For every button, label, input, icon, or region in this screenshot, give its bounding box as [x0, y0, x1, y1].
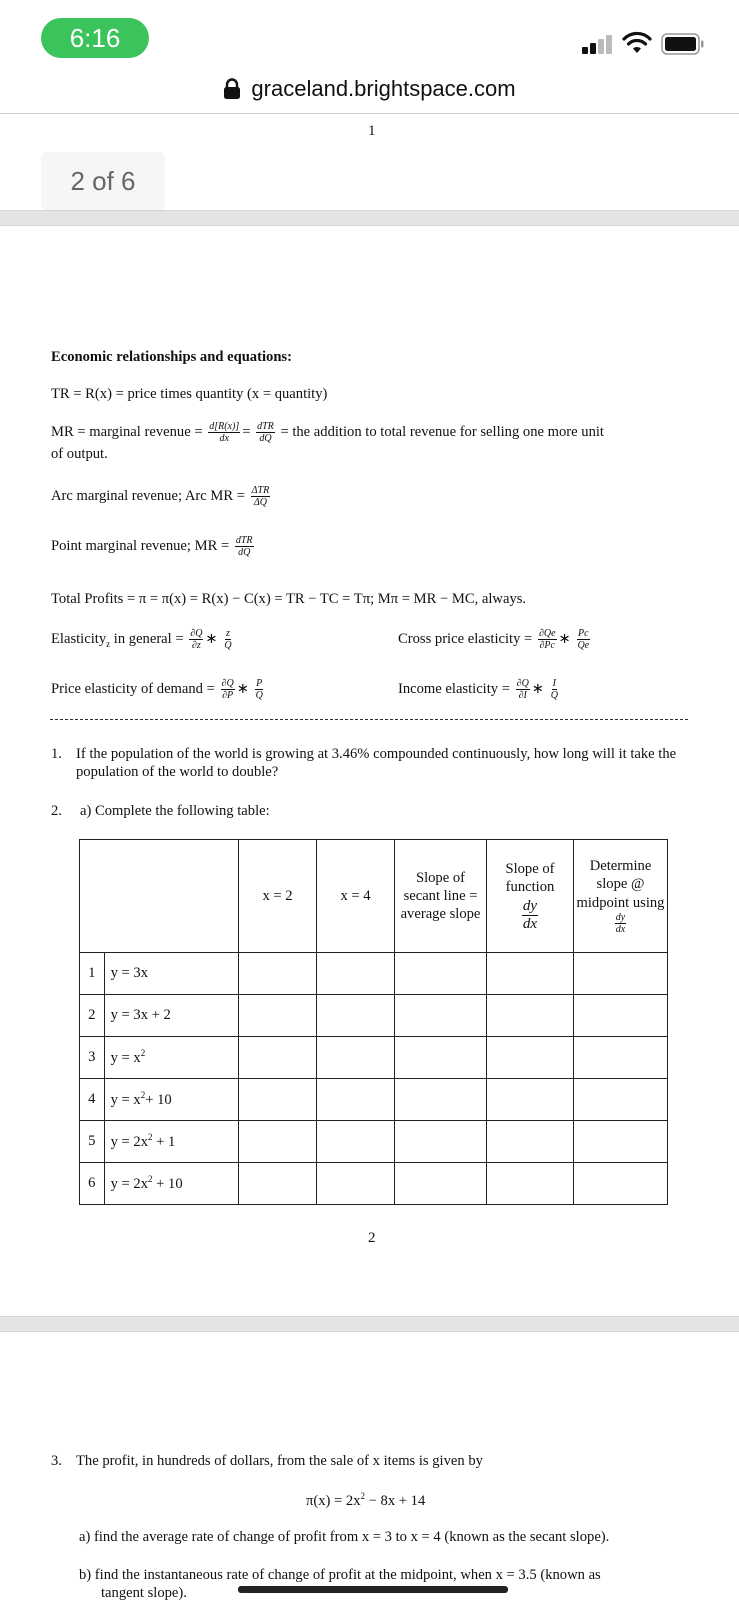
lock-icon — [223, 78, 241, 100]
table-header-row — [80, 840, 668, 953]
header-function-slope: Slope of function $\frac{dy}{dx}$ — [487, 840, 574, 953]
table-row: 5 $y = 2x^2 + 1$ — [80, 1121, 668, 1163]
question-2-number: 2. — [51, 803, 62, 819]
elasticity-general: Elasticity$_z$ in general = $\frac{\partial Q}{\partial z}$ ∗ $\frac{z}{Q}$ — [51, 628, 232, 651]
question-3b: b) find the instantaneous rate of change of profit at the midpoint, when x = 3.5 (known as — [79, 1567, 601, 1583]
header-midpoint-slope: Determine slope @ midpoint using $\frac{dy}{dx}$ — [574, 840, 668, 953]
question-3b-cont: tangent slope). — [101, 1585, 187, 1600]
mr-definition-cont: of output. — [51, 446, 108, 462]
equations-heading: Economic relationships and equations: — [51, 349, 292, 365]
question-1-number: 1. — [51, 746, 62, 762]
page-separator — [0, 210, 739, 226]
question-3-text: The profit, in hundreds of dollars, from the sale of x items is given by — [76, 1453, 483, 1469]
point-mr-definition: Point marginal revenue; MR = $\frac{\text{dTR}}{dQ}$ — [51, 535, 253, 558]
header-x2: x = 2 — [239, 840, 317, 953]
address-bar[interactable] — [0, 66, 739, 114]
page-indicator: 2 of 6 — [41, 152, 165, 210]
table-row: 1 y = 3x — [80, 953, 668, 995]
price-elasticity: Price elasticity of demand = $\frac{\partial Q}{\partial P}$ ∗ $\frac{P}{Q}$ — [51, 678, 263, 701]
question-1-text: If the population of the world is growing at 3.46% compounded continuously, how long will it take the population of the world to double? — [76, 746, 677, 781]
section-divider — [50, 719, 688, 720]
mr-definition: MR = marginal revenue = $\frac{d[R(x)]}{dx}$ = $\frac{\text{dTR}}{dQ}$ = the addition to total revenue for selling one more unit — [51, 421, 604, 444]
page-1-number: 1 — [368, 123, 376, 139]
status-time: 6:16 — [41, 18, 149, 58]
wifi-icon — [622, 31, 652, 55]
header-blank — [80, 840, 239, 953]
arc-mr-definition: Arc marginal revenue; Arc MR = $\frac{\text{ΔTR}}{\Delta Q}$ — [51, 485, 270, 508]
question-2-text: a) Complete the following table: — [80, 803, 270, 819]
header-secant-slope: Slope of secant line = average slope — [395, 840, 487, 953]
url-text[interactable]: graceland.brightspace.com — [251, 76, 516, 101]
header-x4: x = 4 — [317, 840, 395, 953]
table-row: 4 $y = x^2+ 10$ — [80, 1079, 668, 1121]
page-2-number: 2 — [368, 1230, 376, 1246]
slope-table — [79, 839, 668, 1205]
tr-definition: TR = R(x) = price times quantity (x = quantity) — [51, 386, 328, 402]
income-elasticity: Income elasticity = $\frac{\partial Q}{\partial I}$ ∗ $\frac{I}{Q}$ — [398, 678, 558, 701]
home-indicator[interactable] — [238, 1586, 508, 1593]
profit-definition: Total Profits = π = π(x) = R(x) − C(x) = TR − TC = Tπ; Mπ = MR − MC, always. — [51, 591, 527, 607]
table-row: 6 $y = 2x^2 + 10$ — [80, 1163, 668, 1205]
cross-price-elasticity: Cross price elasticity = $\frac{\partial Qe}{\partial Pc}$ ∗ $\frac{Pc}{Qe}$ — [398, 628, 590, 651]
table-row: 2 y = 3x + 2 — [80, 995, 668, 1037]
cellular-signal-icon — [582, 34, 618, 54]
question-3-number: 3. — [51, 1453, 62, 1469]
battery-icon — [661, 33, 705, 55]
table-row: 3 $y = x^2$ — [80, 1037, 668, 1079]
question-3a: a) find the average rate of change of profit from x = 3 to x = 4 (known as the secant slope). — [79, 1529, 610, 1545]
page-separator — [0, 1316, 739, 1332]
profit-function: $\pi(x) = 2x^2 - 8x + 14$ — [306, 1491, 426, 1509]
